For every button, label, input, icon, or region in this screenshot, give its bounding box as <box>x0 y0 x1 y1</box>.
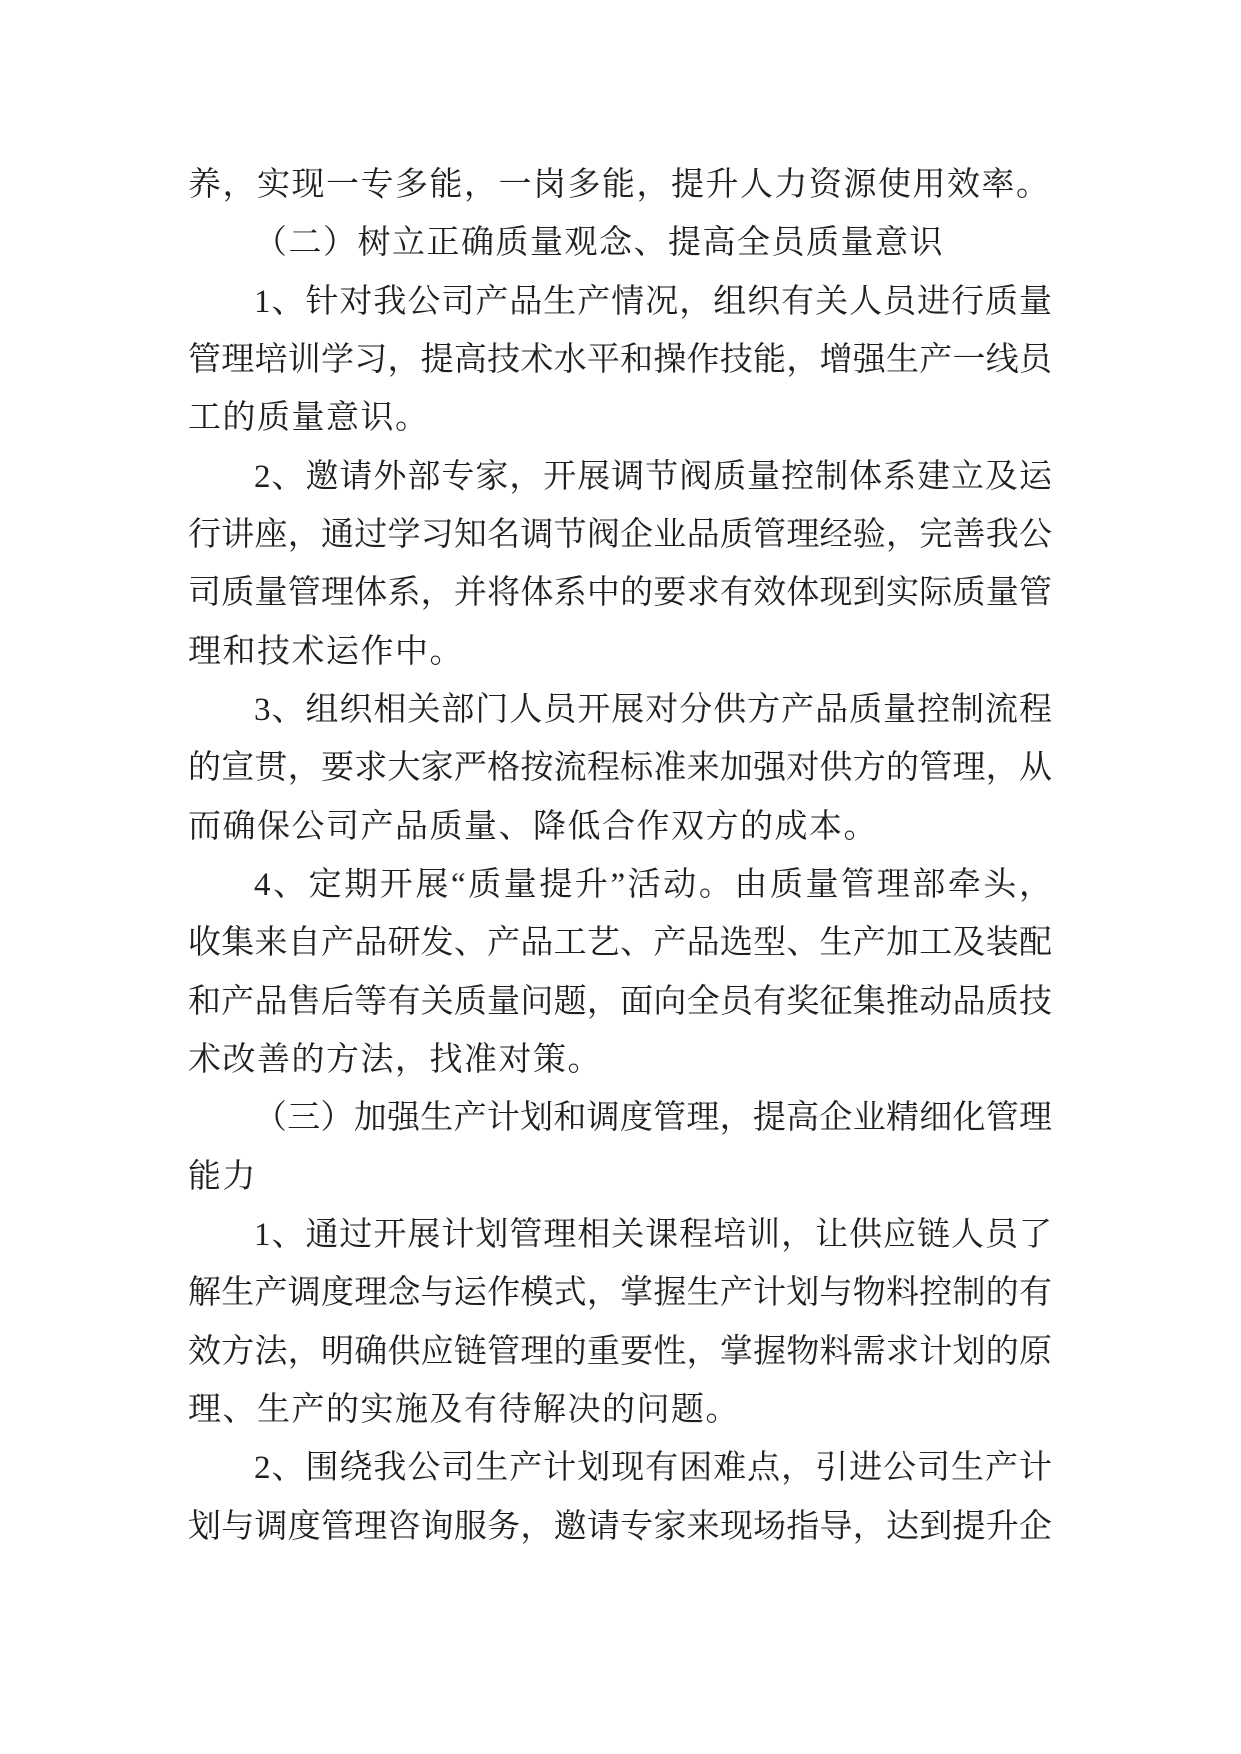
text-line: 4、定期开展“质量提升”活动。由质量管理部牵头， <box>254 866 1052 903</box>
text-line: 行讲座，通过学习知名调节阀企业品质管理经验，完善我公 <box>188 516 1052 553</box>
text-line: 理、生产的实施及有待解决的问题。 <box>188 1391 740 1428</box>
text-line: 1、通过开展计划管理相关课程培训，让供应链人员了 <box>254 1216 1052 1253</box>
text-line: 而确保公司产品质量、降低合作双方的成本。 <box>188 808 878 845</box>
text-line: 解生产调度理念与运作模式，掌握生产计划与物料控制的有 <box>188 1275 1052 1312</box>
text-line: 术改善的方法，找准对策。 <box>188 1041 602 1078</box>
document-body <box>188 156 1052 1556</box>
text-line: （三）加强生产计划和调度管理，提高企业精细化管理 <box>254 1100 1052 1137</box>
text-line: 划与调度管理咨询服务，邀请专家来现场指导，达到提升企 <box>188 1508 1052 1545</box>
text-line: 1、针对我公司产品生产情况，组织有关人员进行质量 <box>254 283 1052 320</box>
text-line: 的宣贯，要求大家严格按流程标准来加强对供方的管理，从 <box>188 750 1052 787</box>
text-line: 效方法，明确供应链管理的重要性，掌握物料需求计划的原 <box>188 1333 1052 1370</box>
text-line: 养，实现一专多能，一岗多能，提升人力资源使用效率。 <box>188 167 1051 203</box>
text-line: 和产品售后等有关质量问题，面向全员有奖征集推动品质技 <box>188 983 1052 1020</box>
text-line: 2、邀请外部专家，开展调节阀质量控制体系建立及运 <box>254 458 1052 495</box>
text-line: 工的质量意识。 <box>188 400 430 437</box>
text-line: 能力 <box>188 1158 257 1195</box>
text-line: 收集来自产品研发、产品工艺、产品选型、生产加工及装配 <box>188 925 1052 962</box>
text-line: 管理培训学习，提高技术水平和操作技能，增强生产一线员 <box>188 341 1052 378</box>
text-line: （二）树立正确质量观念、提高全员质量意识 <box>254 225 944 262</box>
text-line: 3、组织相关部门人员开展对分供方产品质量控制流程 <box>254 691 1052 728</box>
text-line: 理和技术运作中。 <box>188 633 464 670</box>
text-line: 2、围绕我公司生产计划现有困难点，引进公司生产计 <box>254 1450 1052 1487</box>
text-line: 司质量管理体系，并将体系中的要求有效体现到实际质量管 <box>188 575 1052 612</box>
